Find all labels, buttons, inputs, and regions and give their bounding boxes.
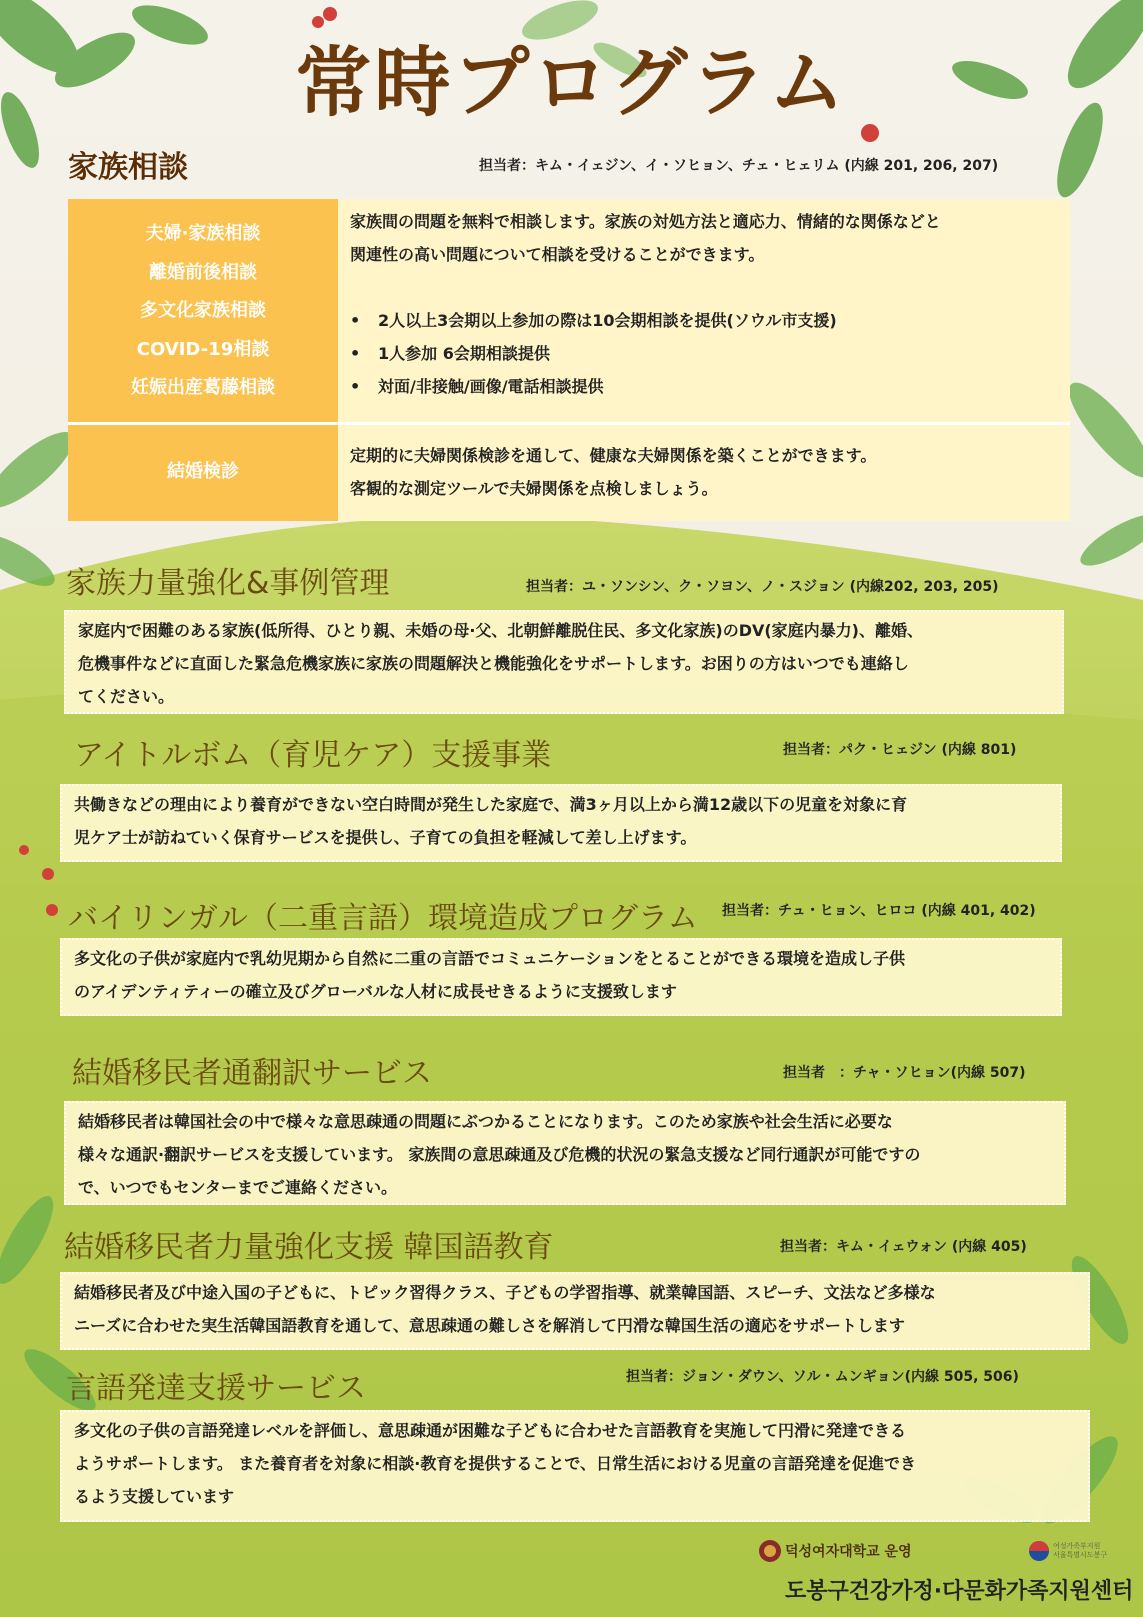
section-line: 共働きなどの理由により養育ができない空白時間が発生した家庭で、満3ヶ月以上から満12歳以下の児童を対象に育 bbox=[74, 795, 908, 814]
section-line: 危機事件などに直面した緊急危機家族に家族の問題解決と機能強化をサポートします。お困りの方はいつでも連絡し bbox=[78, 654, 909, 673]
consult-desc-line: 家族間の問題を無料で相談します。家族の対処方法と適応力、情緒的な関係などと bbox=[350, 212, 941, 231]
consult-category-cell bbox=[68, 199, 338, 422]
consult-bullet: • 対面/非接触/画像/電話相談提供 bbox=[378, 370, 1060, 403]
section-heading: バイリンガル（二重言語）環境造成プログラム bbox=[68, 901, 698, 936]
family-consult-heading: 家族相談 bbox=[68, 150, 188, 185]
section-line: 結婚移民者及び中途入国の子どもに、トピック習得クラス、子どもの学習指導、就業韓国語、スピーチ、文法など多様な bbox=[74, 1283, 936, 1302]
section-line: 家庭内で困難のある家族(低所得、ひとり親、未婚の母·父、北朝鮮離脱住民、多文化家族)のDV(家庭内暴力)、離婚、 bbox=[78, 621, 923, 640]
section-heading: 家族力量強化&事例管理 bbox=[66, 566, 390, 601]
section-heading: 言語発達支援サービス bbox=[66, 1371, 366, 1406]
section-box bbox=[60, 1272, 1090, 1350]
category-item: 夫婦·家族相談 bbox=[145, 223, 261, 244]
category-item: COVID-19相談 bbox=[136, 338, 270, 360]
section-line: ニーズに合わせた実生活韓国語教育を通して、意思疎通の難しさを解消して円滑な韓国生活の適応をサポートします bbox=[74, 1316, 905, 1335]
section-line: で、いつでもセンターまでご連絡ください。 bbox=[78, 1178, 398, 1197]
marriage-desc-line: 定期的に夫婦関係検診を通して、健康な夫婦関係を築くことができます。 bbox=[350, 445, 877, 465]
section-staff: 担当者：パク・ヒェジン (内線 801) bbox=[783, 742, 1017, 758]
consult-description-cell bbox=[338, 199, 1070, 422]
family-consult-staff: 担当者：キム・イェジン、イ・ソヒョン、チェ・ヒェリム (内線 201, 206, 207) bbox=[479, 158, 999, 174]
section-staff: 担当者：キム・イェウォン (内線 405) bbox=[780, 1239, 1027, 1255]
section-staff: 担当者：ジョン・ダウン、ソル・ムンギョン(内線 505, 506) bbox=[626, 1369, 1019, 1385]
consult-bullet-list bbox=[350, 304, 1060, 403]
ministry-logo-text bbox=[1053, 1542, 1107, 1560]
section-line: 多文化の子供の言語発達レベルを評価し、意思疎通が困難な子どもに合わせた言語教育を実施して円滑に発達できる bbox=[74, 1421, 907, 1440]
marriage-checkup-label: 結婚検診 bbox=[68, 425, 338, 521]
section-line: ようサポートします。 また養育者を対象に相談·教育を提供することで、日常生活における児童の言語発達を促進でき bbox=[74, 1454, 917, 1473]
section-staff: 担当者：チュ・ヒョン、ヒロコ (内線 401, 402) bbox=[722, 903, 1036, 919]
university-logo-text: 덕성여자대학교 운영 bbox=[785, 1544, 912, 1560]
section-heading: アイトルボム（育児ケア）支援事業 bbox=[74, 738, 552, 773]
ministry-line: 여성가족부지원 bbox=[1053, 1542, 1101, 1550]
marriage-checkup-description bbox=[338, 425, 1070, 521]
section-line: るよう支援しています bbox=[74, 1487, 235, 1506]
section-box bbox=[60, 938, 1062, 1016]
consult-bullet: • 2人以上3会期以上参加の際は10会期相談を提供(ソウル市支援) bbox=[378, 304, 1060, 337]
university-seal-icon bbox=[758, 1539, 782, 1563]
consult-bullet: • 1人参加 6会期相談提供 bbox=[378, 337, 1060, 370]
section-line: 結婚移民者は韓国社会の中で様々な意思疎通の問題にぶつかることになります。このため家族や社会生活に必要な bbox=[78, 1112, 893, 1131]
section-box bbox=[60, 1410, 1090, 1522]
section-staff: 担当者：ユ・ソンシン、ク・ソヨン、ノ・スジョン (内線202, 203, 205) bbox=[526, 579, 999, 595]
section-box bbox=[60, 784, 1062, 862]
section-staff: 担当者 ：チャ・ソヒョン(内線 507) bbox=[783, 1065, 1026, 1081]
family-consult-table bbox=[68, 199, 1070, 521]
section-line: 児ケア士が訪ねていく保育サービスを提供し、子育ての負担を軽減して差し上げます。 bbox=[74, 828, 697, 847]
marriage-desc-line: 客観的な測定ツールで夫婦関係を点検しましょう。 bbox=[350, 478, 718, 498]
category-item: 離婚前後相談 bbox=[149, 261, 257, 283]
section-line: てください。 bbox=[78, 687, 175, 706]
center-name: 도봉구건강가정·다문화가족지원센터 bbox=[785, 1579, 1134, 1604]
category-item: 多文化家族相談 bbox=[140, 300, 266, 321]
section-box bbox=[64, 1101, 1066, 1205]
page-title: 常時プログラム bbox=[295, 38, 848, 127]
section-heading: 結婚移民者通翻訳サービス bbox=[72, 1056, 432, 1091]
consult-desc-line: 関連性の高い問題について相談を受けることができます。 bbox=[350, 245, 765, 264]
section-line: のアイデンティティーの確立及びグローバルな人材に成長せきるように支援致します bbox=[74, 982, 677, 1001]
ministry-emblem-icon bbox=[1028, 1540, 1050, 1562]
section-box bbox=[64, 610, 1064, 714]
section-line: 様々な通訳·翻訳サービスを支援しています。 家族間の意思疎通及び危機的状況の緊急支援など同行通訳が可能ですの bbox=[78, 1145, 921, 1164]
category-item: 妊娠出産葛藤相談 bbox=[131, 377, 275, 398]
ministry-line: 서울특별시도봉구 bbox=[1053, 1551, 1108, 1559]
section-line: 多文化の子供が家庭内で乳幼児期から自然に二重の言語でコミュニケーションをとることができる環境を造成し子供 bbox=[74, 949, 906, 968]
section-heading: 結婚移民者力量強化支援 韓国語教育 bbox=[64, 1230, 554, 1265]
